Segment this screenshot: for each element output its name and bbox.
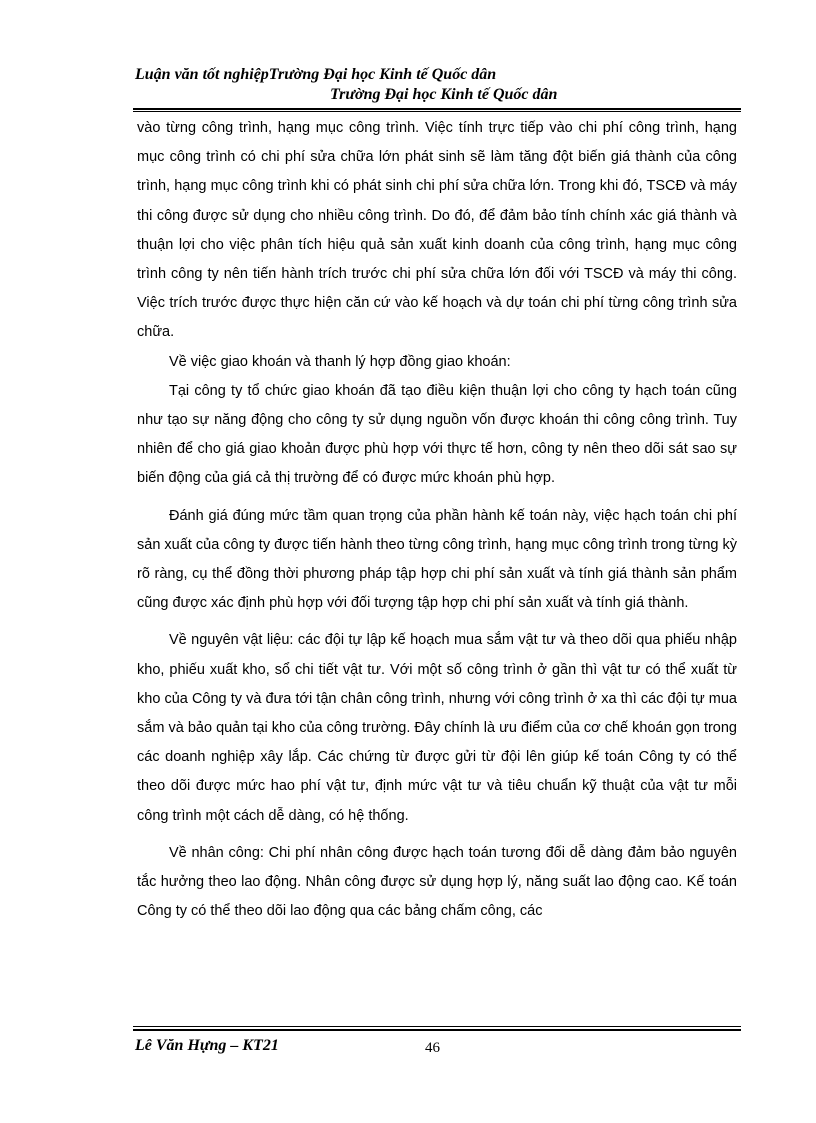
paragraph-2: Về việc giao khoán và thanh lý hợp đồng giao khoán:: [169, 353, 511, 370]
paragraph-3: Tại công ty tổ chức giao khoán đã tạo điều kiện thuận lợi cho công ty hạch toán cũng như tạo sự năng động cho công ty sử dụng nguồn vốn được khoán thi công công trình. Tuy nhiên để cho giá giao khoản được phù hợp với thực tế hơn, công ty nên theo dõi sát sao sự biến động của giá cả thị trường để có được mức khoán phù hợp.: [137, 382, 737, 487]
running-header-line-1: Luận văn tốt nghiệpTrường Đại học Kinh tế Quốc dân: [135, 66, 497, 83]
running-header-line-2: Trường Đại học Kinh tế Quốc dân: [330, 86, 558, 103]
footer-author: Lê Văn Hựng – KT21: [135, 1037, 279, 1054]
paragraph-6: Về nhân công: Chi phí nhân công được hạch toán tương đối dễ dàng đảm bảo nguyên tắc hưởng theo lao động. Nhân công được sử dụng hợp lý, năng suất lao động cao. Kế toán Công ty có thể theo dõi lao động qua các bảng chấm công, các: [137, 844, 737, 920]
page-number: 46: [425, 1040, 440, 1056]
page-body: [137, 114, 737, 926]
paragraph-4: Đánh giá đúng mức tầm quan trọng của phần hành kế toán này, việc hạch toán chi phí sản xuất của công ty được tiến hành theo từng công trình, hạng mục công trình trong từng kỳ rõ ràng, cụ thể đồng thời phương pháp tập hợp chi phí sản xuất và tính giá thành sản phẩm cũng được xác định phù hợp với đối tượng tập hợp chi phí sản xuất và tính giá thành.: [137, 507, 737, 612]
footer-rule: [133, 1026, 741, 1031]
paragraph-1: vào từng công trình, hạng mục công trình. Việc tính trực tiếp vào chi phí công trình, hạng mục công trình có chi phí sửa chữa lớn phát sinh sẽ làm tăng đột biến giá thành của công trình, hạng mục công trình khi có phát sinh chi phí sửa chữa lớn. Trong khi đó, TSCĐ và máy thi công được sử dụng cho nhiều công trình. Do đó, để đảm bảo tính chính xác giá thành và thuận lợi cho việc phân tích hiệu quả sản xuất kinh doanh của công trình, hạng mục công trình công ty nên tiến hành trích trước chi phí sửa chữa lớn đối với TSCĐ và máy thi công. Việc trích trước được thực hiện căn cứ vào kế hoạch và dự toán chi phí từng công trình sửa chữa.: [137, 120, 737, 341]
paragraph-5: Về nguyên vật liệu: các đội tự lập kế hoạch mua sắm vật tư và theo dõi qua phiếu nhập kho, phiếu xuất kho, sổ chi tiết vật tư. Với một số công trình ở gần thì vật tư có thể xuất từ kho của Công ty và đưa tới tận chân công trình, nhưng với công trình ở xa thì các đội tự mua sắm và bảo quản tại kho của công trường. Đây chính là ưu điểm của cơ chế khoán gọn trong các doanh nghiệp xây lắp. Các chứng từ được gửi từ đội lên giúp kế toán Công ty có thể theo dõi được mức hao phí vật tư, định mức vật tư và tiêu chuẩn kỹ thuật của vật tư mỗi công trình một cách dễ dàng, có hệ thống.: [137, 632, 737, 824]
header-rule: [133, 108, 741, 112]
